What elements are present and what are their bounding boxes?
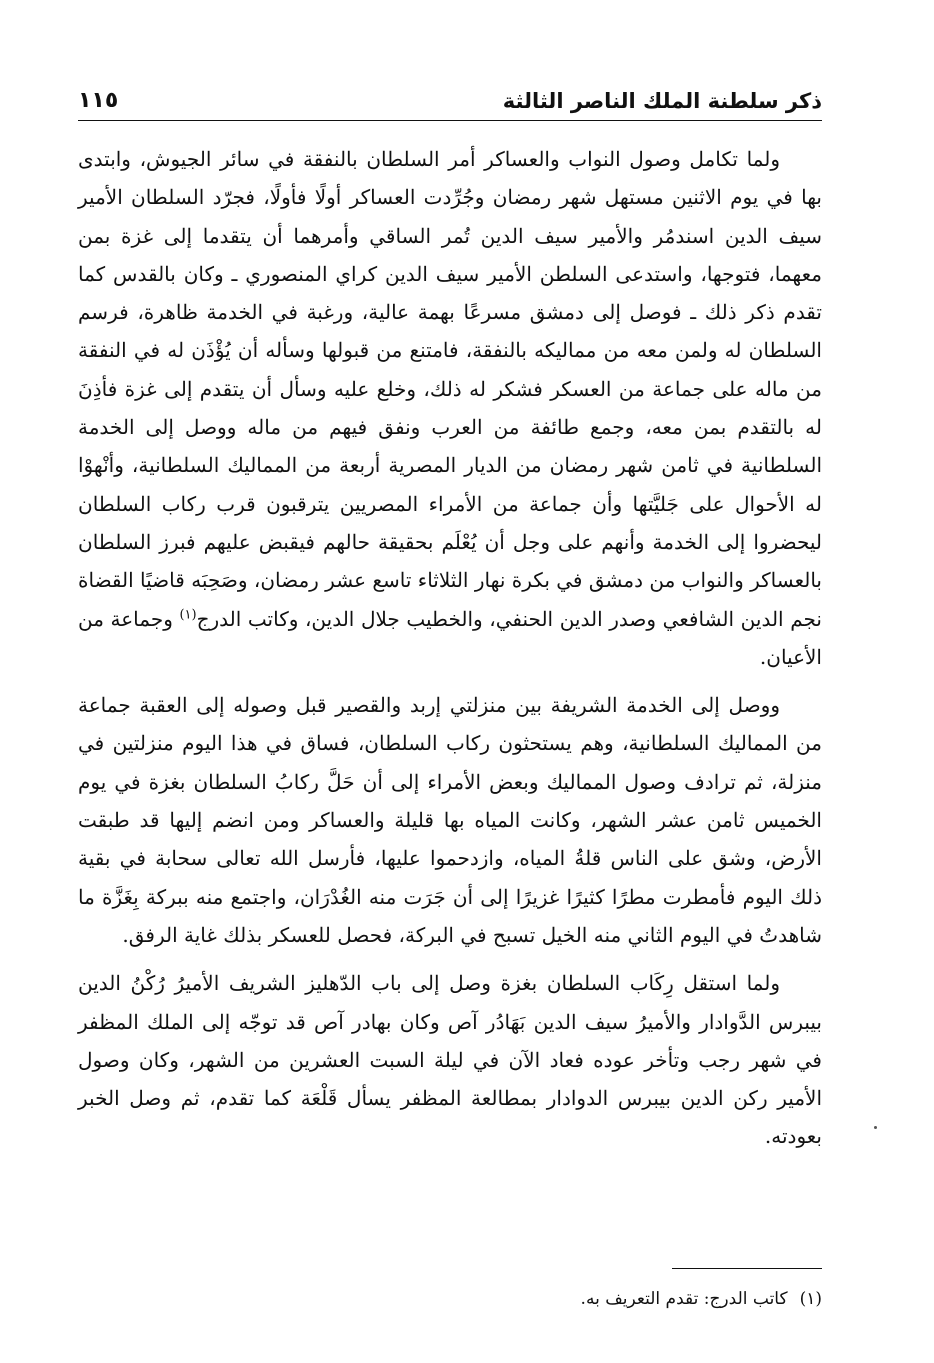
paragraph-2: ووصل إلى الخدمة الشريفة بين منزلتي إربد والقصير قبل وصوله إلى العقبة جماعة من المماليك السلطانية، وهم يستحثون ركاب السلطان، فساق في هذا اليوم منزلتين في منزلة، ثم ترادف وصول المماليك وبعض الأمراء إلى أن حَلَّ ركابُ السلطان بغزة في يوم الخميس ثامن عشر الشهر، وكانت المياه بها قليلة والعساكر ومن انضم إليها قد طبقت الأرض، وشق على الناس قلةُ المياه، وازدحموا عليها، فأرسل الله تعالى سحابة في بقية ذلك اليوم فأمطرت مطرًا كثيرًا غزيرًا إلى أن جَرَت منه الغُدْرَان، واجتمع منه ببركة بِغَزَّة ما شاهدتُ في اليوم الثاني منه الخيل تسبح في البركة، فحصل للعسكر بذلك غاية الرفق. — [78, 693, 822, 947]
footnote-rule — [672, 1268, 822, 1269]
paragraph-1-text: ولما تكامل وصول النواب والعساكر أمر السلطان بالنفقة في سائر الجيوش، وابتدى بها في يوم الاثنين مستهل شهر رمضان وجُرِّدت العساكر أولًا فأولًا، فجرّد السلطان الأمير سيف الدين اسندمُر والأمير سيف الدين تُمر الساقي وأمرهما أن يتقدما إلى غزة بمن معهما، فتوجها، واستدعى السلطن الأمير سيف الدين كراي المنصوري ـ وكان بالقدس كما تقدم ذكر ذلك ـ فوصل إلى دمشق مسرعًا بهمة عالية، ورغبة في الخدمة ظاهرة، فرسم السلطان له ولمن معه من مماليكه بالنفقة، فامتنع من قبولها وسأله أن يُؤْذَن له في النفقة من ماله على جماعة من العسكر فشكر له ذلك، وخلع عليه وسأل أن يتقدم إلى غزة فأذِنَ له بالتقدم بمن معه، وجمع طائفة من العرب ونفق فيهم من ماله ووصل إلى الخدمة السلطانية في ثامن شهر رمضان من الديار المصرية أربعة من المماليك السلطانية، وأنْهوْا له الأحوال على جَليَّتها وأن جماعة من الأمراء المصريين يترقبون قرب ركاب السلطان ليحضروا إلى الخدمة وأنهم على وجل أن يُعْلَم بحقيقة حالهم فيقبض عليهم فبرز السلطان بالعساكر والنواب من دمشق في بكرة نهار الثلاثاء تاسع عشر رمضان، وصَحِبَه قاضيًا القضاة نجم الدين الشافعي وصدر الدين الحنفي، والخطيب جلال الدين، وكاتب الدرج — [78, 147, 823, 631]
paragraph-1 — [78, 140, 822, 676]
page-number: ١١٥ — [78, 88, 119, 113]
footnote-number: (١) — [799, 1289, 822, 1309]
footnote-text: كاتب الدرج: تقدم التعريف به. — [580, 1289, 788, 1309]
header-rule — [78, 120, 822, 121]
paragraph-1-text-end: وجماعة من الأعيان. — [78, 606, 822, 669]
footnote — [78, 1284, 822, 1314]
running-header — [78, 78, 822, 116]
margin-dot — [874, 1126, 877, 1129]
footnote-reference-mark: (١) — [179, 606, 197, 622]
main-text — [78, 140, 822, 1156]
chapter-running-title: ذكر سلطنة الملك الناصر الثالثة — [502, 89, 822, 113]
paragraph-3: ولما استقل رِكَاب السلطان بغزة وصل إلى باب الدّهليز الشريف الأميرُ رُكْنُ الدين بيبرس الدَّوادار والأميرُ سيف الدين بَهَادُر آص وكان بهادر آص قد توجّه إلى الملك المظفر في شهر رجب وتأخر عوده فعاد الآن في ليلة السبت العشرين من الشهر، وكان وصول الأمير ركن الدين بيبرس الدوادار بمطالعة المظفر يسأل قَلْعَة كما تقدم، ثم وصل الخبر بعودته. — [78, 971, 822, 1149]
